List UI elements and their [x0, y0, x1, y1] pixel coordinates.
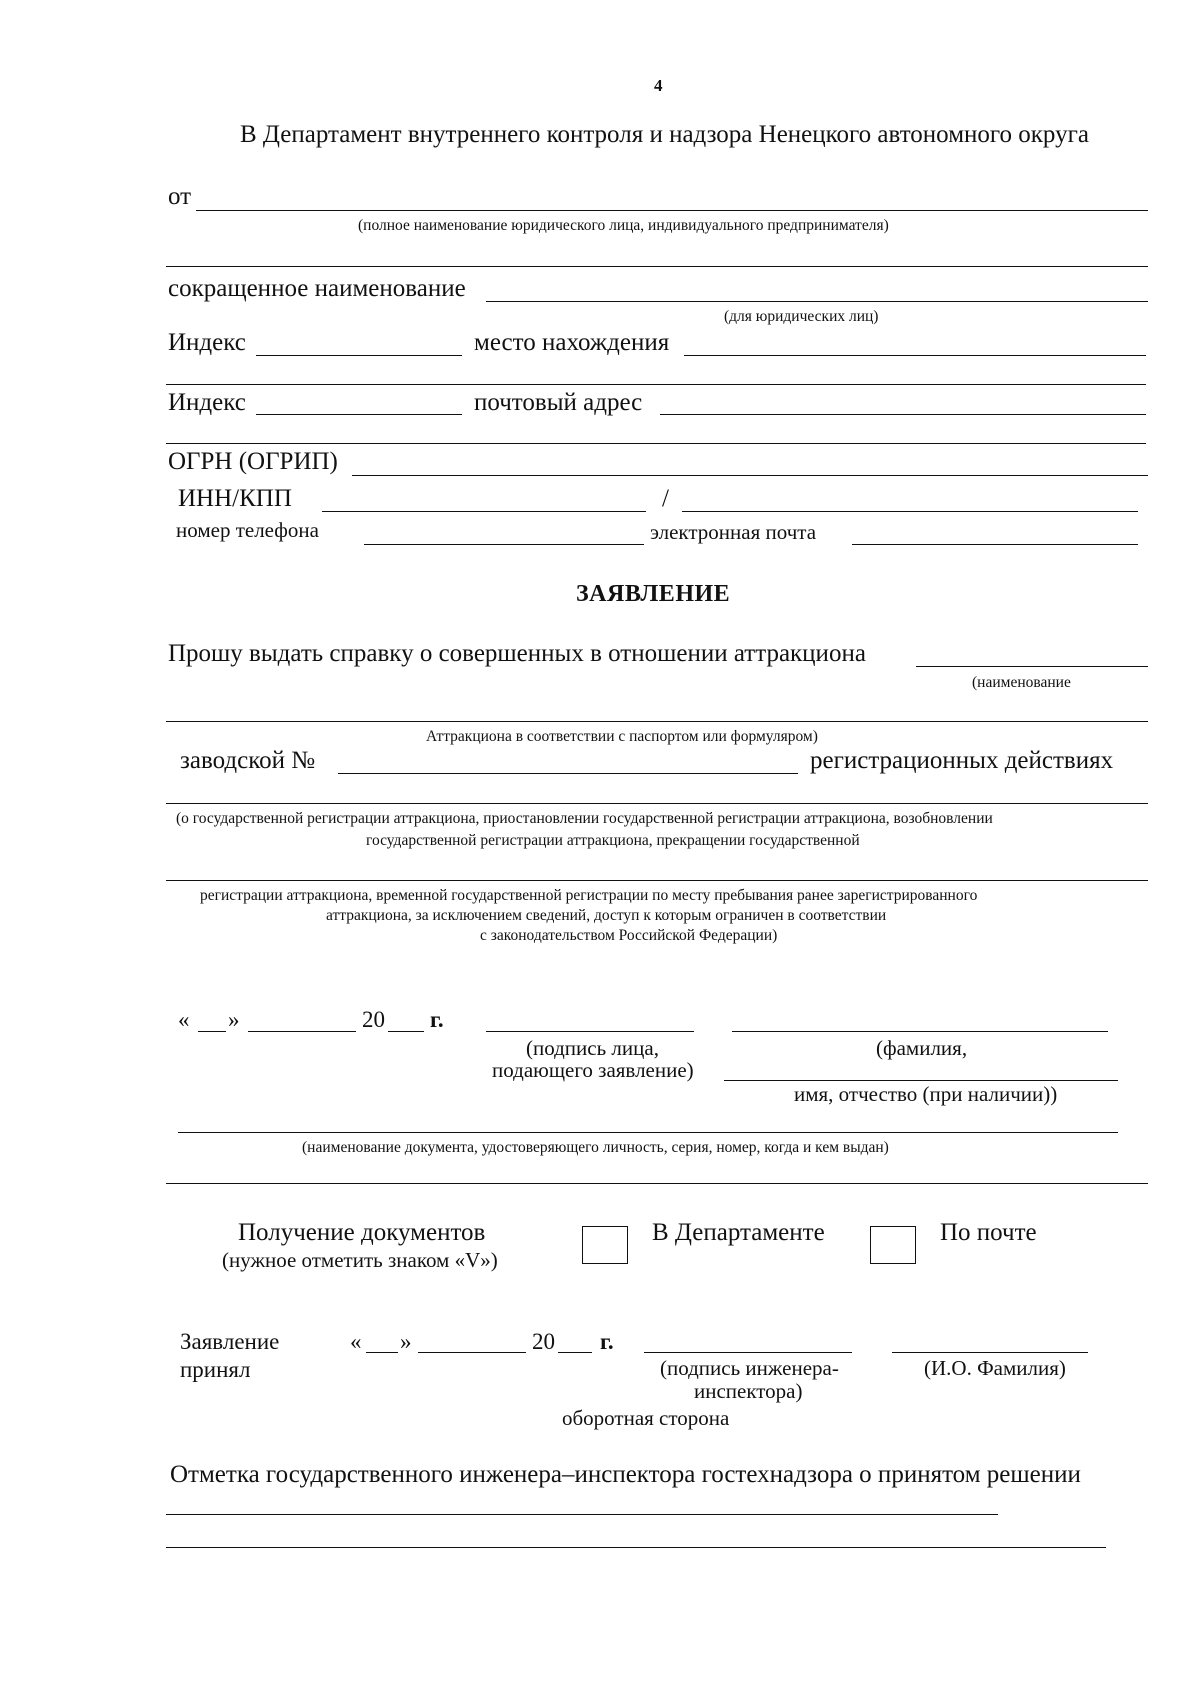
from-label: от — [168, 183, 192, 210]
index-label: Индекс — [168, 329, 246, 356]
date-open-quote: « — [178, 1007, 190, 1032]
location-field-line-2[interactable] — [166, 384, 1146, 385]
inspector-sign-hint-2: инспектора) — [694, 1379, 803, 1403]
accepted-month-field[interactable] — [418, 1352, 526, 1353]
fio-hint: (И.О. Фамилия) — [924, 1356, 1066, 1380]
inn-field[interactable] — [322, 511, 646, 512]
location-field[interactable] — [684, 355, 1146, 356]
reg-hint-3: регистрации аттракциона, временной государственной регистрации по месту пребывания ранее зарегистрированного — [200, 887, 978, 904]
phone-label: номер телефона — [176, 518, 319, 542]
id-document-hint: (наименование документа, удостоверяющего личность, серия, номер, когда и кем выдан) — [302, 1139, 889, 1156]
registration-actions-field[interactable] — [166, 803, 1148, 804]
email-label: электронная почта — [650, 520, 817, 544]
postal-index-field[interactable] — [256, 414, 462, 415]
accepted-label-1: Заявление — [180, 1329, 280, 1354]
date-close-quote: » — [228, 1007, 240, 1032]
page-number: 4 — [654, 76, 663, 95]
short-name-label: сокращенное наименование — [168, 275, 466, 302]
accepted-date-open-quote: « — [350, 1329, 362, 1354]
surname-hint-2: имя, отчество (при наличии)) — [794, 1082, 1058, 1106]
attraction-name-field[interactable] — [916, 666, 1148, 667]
accepted-year-field[interactable] — [558, 1352, 592, 1353]
reg-hint-2: государственной регистрации аттракциона, прекращении государственной — [366, 832, 860, 849]
id-document-field[interactable] — [178, 1132, 1118, 1133]
post-checkbox[interactable] — [870, 1226, 916, 1264]
addressee: В Департамент внутреннего контроля и надзора Ненецкого автономного округа — [240, 121, 1089, 148]
location-label: место нахождения — [474, 329, 670, 356]
option-department-label: В Департаменте — [652, 1219, 825, 1246]
serial-field[interactable] — [338, 773, 798, 774]
accepted-year-suffix: г. — [600, 1329, 614, 1354]
accepted-label-2: принял — [180, 1357, 251, 1382]
decision-field-line-2[interactable] — [166, 1547, 1106, 1548]
short-name-field[interactable] — [486, 301, 1148, 302]
applicant-name-field[interactable] — [724, 1080, 1118, 1081]
decision-field-line-1[interactable] — [166, 1514, 998, 1515]
index-field[interactable] — [256, 355, 462, 356]
inspector-fio-field[interactable] — [892, 1352, 1088, 1353]
signature-hint-2: подающего заявление) — [492, 1058, 694, 1082]
attraction-hint-2: Аттракциона в соответствии с паспортом или формуляром) — [426, 728, 818, 745]
ogrn-field[interactable] — [352, 475, 1148, 476]
accepted-date-close-quote: » — [400, 1329, 412, 1354]
decision-mark-label: Отметка государственного инженера–инспектора гостехнадзора о принятом решении — [170, 1461, 1081, 1488]
id-document-field-line-2[interactable] — [166, 1183, 1148, 1184]
from-field[interactable] — [196, 210, 1148, 211]
ogrn-label: ОГРН (ОГРИП) — [168, 448, 338, 475]
reg-hint-5: с законодательством Российской Федерации) — [480, 927, 778, 944]
postal-index-label: Индекс — [168, 389, 246, 416]
from-field-line-2[interactable] — [166, 266, 1148, 267]
date-month-field[interactable] — [248, 1031, 356, 1032]
inn-label: ИНН/КПП — [178, 485, 292, 512]
applicant-surname-field[interactable] — [732, 1031, 1108, 1032]
phone-field[interactable] — [364, 544, 644, 545]
accepted-day-field[interactable] — [366, 1352, 398, 1353]
request-text: Прошу выдать справку о совершенных в отношении аттракциона — [168, 640, 866, 667]
inspector-sign-hint-1: (подпись инженера- — [660, 1356, 839, 1380]
date-year-field[interactable] — [388, 1031, 424, 1032]
inspector-signature-field[interactable] — [644, 1352, 852, 1353]
kpp-field[interactable] — [682, 511, 1138, 512]
accepted-year-prefix: 20 — [532, 1329, 555, 1354]
from-hint: (полное наименование юридического лица, индивидуального предпринимателя) — [358, 217, 889, 234]
email-field[interactable] — [852, 544, 1138, 545]
department-checkbox[interactable] — [582, 1226, 628, 1264]
option-post-label: По почте — [940, 1219, 1037, 1246]
attraction-hint-1: (наименование — [972, 674, 1071, 691]
form-heading: ЗАЯВЛЕНИЕ — [576, 581, 731, 607]
receipt-label: Получение документов — [238, 1219, 486, 1246]
postal-address-label: почтовый адрес — [474, 389, 643, 416]
serial-label: заводской № — [180, 747, 316, 774]
short-name-hint: (для юридических лиц) — [724, 308, 879, 325]
reg-hint-4: аттракциона, за исключением сведений, доступ к которым ограничен в соответствии — [326, 907, 887, 924]
attraction-name-field-line-2[interactable] — [166, 721, 1148, 722]
reg-hint-1: (о государственной регистрации аттракциона, приостановлении государственной регистрации аттракциона, возобновлении — [176, 810, 993, 827]
year-prefix: 20 — [362, 1007, 385, 1032]
postal-address-field[interactable] — [660, 414, 1146, 415]
signature-hint-1: (подпись лица, — [526, 1036, 659, 1060]
registration-actions-field-line-2[interactable] — [166, 880, 1148, 881]
date-day-field[interactable] — [198, 1031, 226, 1032]
year-suffix: г. — [430, 1007, 444, 1032]
reverse-side-label: оборотная сторона — [562, 1406, 730, 1430]
registration-actions: регистрационных действиях — [810, 747, 1114, 774]
surname-hint-1: (фамилия, — [876, 1036, 968, 1060]
inn-separator: / — [662, 485, 669, 512]
postal-address-field-line-2[interactable] — [166, 443, 1146, 444]
applicant-signature-field[interactable] — [486, 1031, 694, 1032]
receipt-instruction: (нужное отметить знаком «V») — [222, 1248, 498, 1272]
